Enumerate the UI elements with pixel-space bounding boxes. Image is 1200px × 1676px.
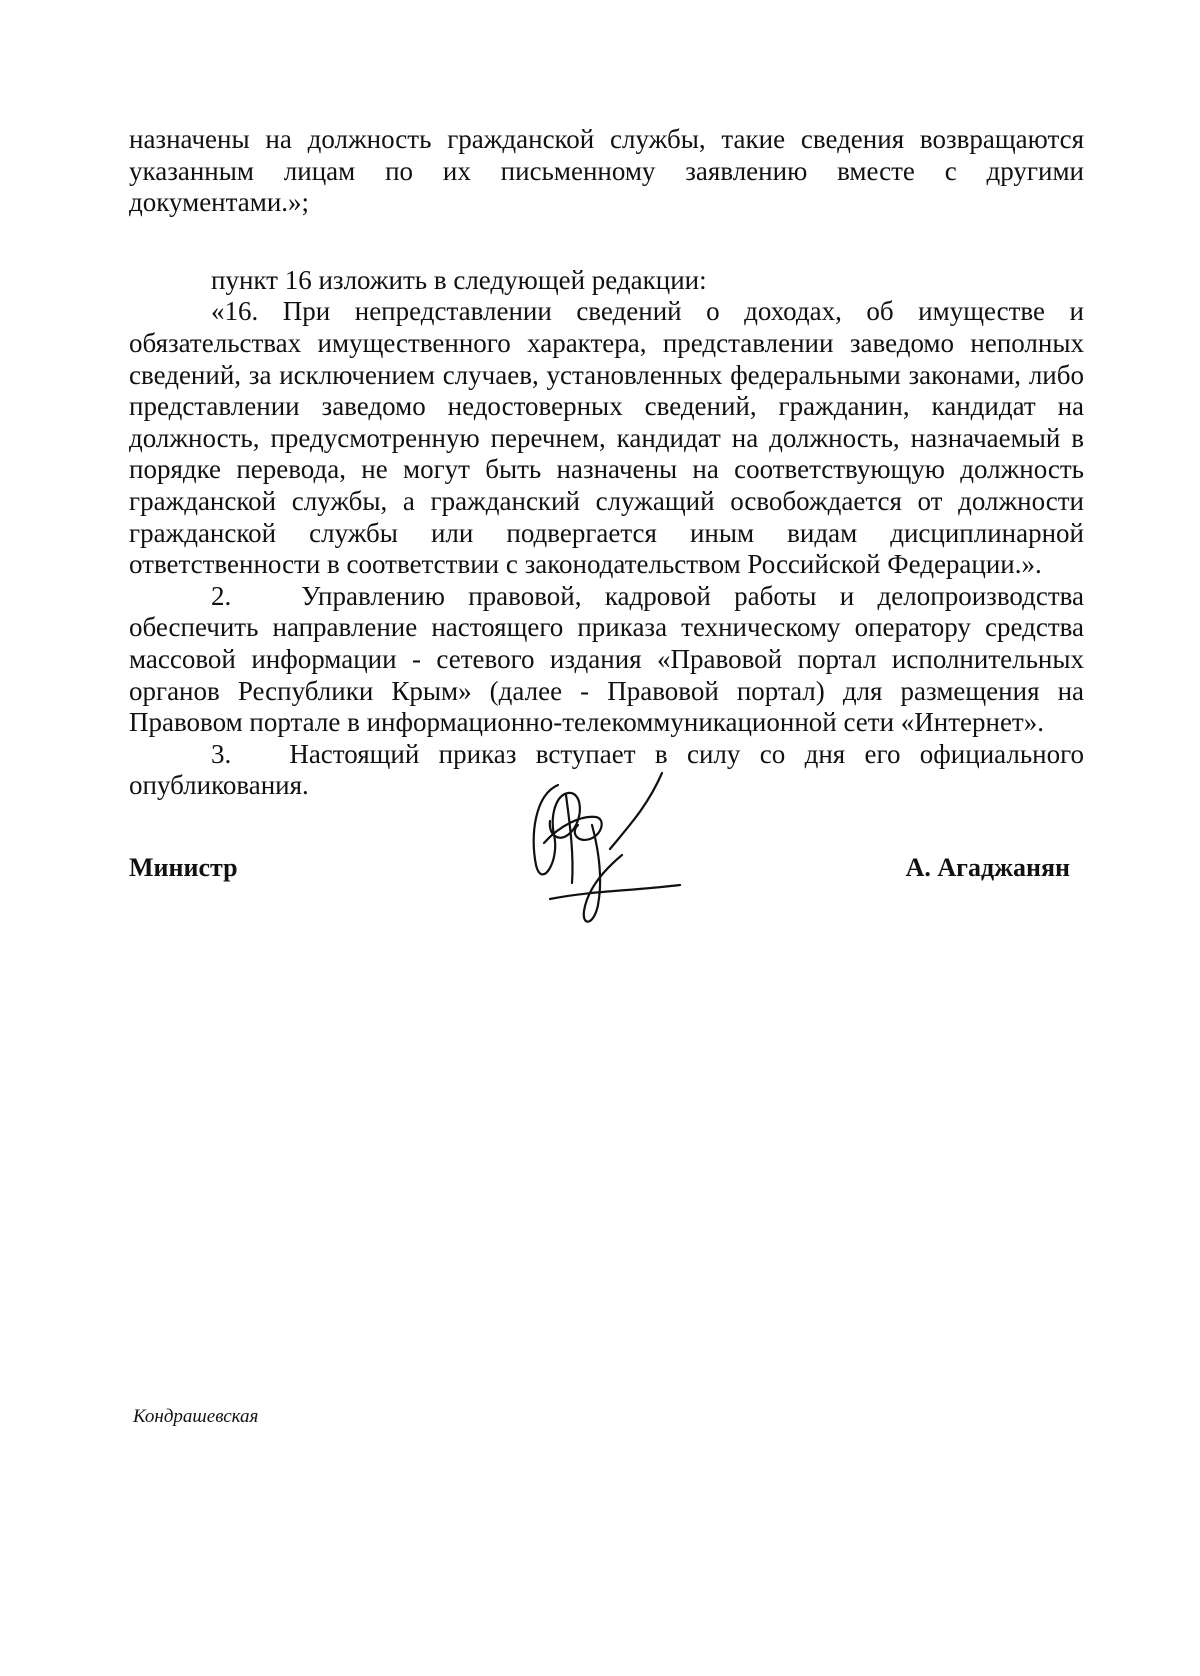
signer-position: Министр	[129, 853, 238, 882]
paragraph-item-2: 2. Управлению правовой, кадровой работы и делопроизводства обеспечить направление настоящего приказа техническому оператору средства массовой информации - сетевого издания «Правовой портал исполнительных органов Республики Крым» (далее - Правовой портал) для размещения на Правовом портале в информационно-телекоммуникационной сети «Интернет».	[129, 580, 1084, 738]
signature-block	[129, 853, 1084, 893]
paragraph-clause-16: «16. При непредставлении сведений о доходах, об имуществе и обязательствах имущественного характера, представлении заведомо неполных сведений, за исключением случаев, установленных федеральными законами, либо представлении заведомо недостоверных сведений, гражданин, кандидат на должность, предусмотренную перечнем, кандидат на должность, назначаемый в порядке перевода, не могут быть назначены на соответствующую должность гражданской службы, а гражданский служащий освобождается от должности гражданской службы или подвергается иным видам дисциплинарной ответственности в соответствии с законодательством Российской Федерации.».	[129, 296, 1084, 580]
paragraph-amendment-intro: пункт 16 изложить в следующей редакции:	[211, 264, 707, 295]
executor-name: Кондрашевская	[133, 1406, 259, 1427]
signer-name: А. Агаджанян	[905, 853, 1070, 882]
paragraph-item-3: 3. Настоящий приказ вступает в силу со дня его официального опубликования.	[129, 738, 1084, 801]
document-body	[129, 124, 1084, 802]
paragraph-continuation: назначены на должность гражданской службы, такие сведения возвращаются указанным лицам по их письменному заявлению вместе с другими документами.»;	[129, 124, 1084, 218]
